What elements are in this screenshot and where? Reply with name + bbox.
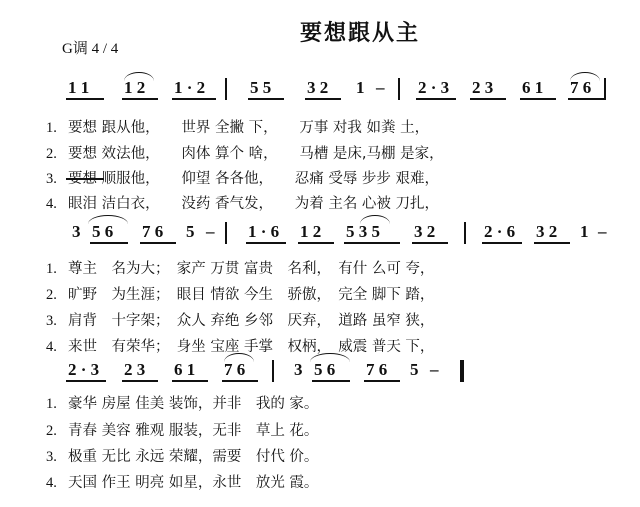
note-group: 3 xyxy=(294,360,303,379)
beam xyxy=(222,380,258,382)
beam xyxy=(305,98,341,100)
lyric-line: 1. 尊主 名为大； 家产 万贯 富贵 名利， 有什 么可 夸， xyxy=(46,261,435,277)
note-group: 3 xyxy=(72,222,81,241)
lyric-line: 3. 极重 无比 永远 荣耀，需要 付代 价。 xyxy=(46,449,319,465)
beam xyxy=(312,380,350,382)
note-group: 2 · 6 xyxy=(484,222,516,241)
lyric-line: 2. 要想 效法他， 肉体 算个 啥， 马槽 是床,马棚 是家， xyxy=(46,146,444,162)
slur xyxy=(88,215,128,224)
beam xyxy=(482,242,522,244)
lyric-line: 3. 肩背 十字架； 众人 弃绝 乡邻 厌弃， 道路 虽窄 狭， xyxy=(46,313,435,329)
beam xyxy=(122,380,158,382)
beam xyxy=(90,242,128,244)
note-group: – xyxy=(430,360,439,379)
note-group: 5 xyxy=(410,360,419,379)
note-group: 2 3 xyxy=(124,360,146,379)
note-group: 7 6 xyxy=(366,360,388,379)
note-group: 1 2 xyxy=(300,222,322,241)
beam xyxy=(66,380,106,382)
note-group: 1 1 xyxy=(68,78,90,97)
beam xyxy=(416,98,456,100)
beam xyxy=(568,98,604,100)
lyric-line: 4. 眼泪 洁白衣， 没药 香气发， 为着 主名 心被 刀扎， xyxy=(46,196,440,212)
note-group: – xyxy=(206,222,215,241)
lyric-line: 4. 天国 作王 明亮 如星，永世 放光 霞。 xyxy=(46,475,319,491)
slur xyxy=(360,215,390,224)
note-group: 1 2 xyxy=(124,78,146,97)
beam xyxy=(172,98,216,100)
note-group: 5 6 xyxy=(92,222,114,241)
barline xyxy=(225,78,227,100)
note-group: – xyxy=(376,78,385,97)
lyric-line: 1. 豪华 房屋 佳美 装饰，并非 我的 家。 xyxy=(46,396,319,412)
beam xyxy=(364,380,400,382)
slur xyxy=(124,72,154,81)
note-group: 1 xyxy=(580,222,589,241)
note-group: 7 6 xyxy=(224,360,246,379)
barline xyxy=(225,222,227,244)
note-group: 3 2 xyxy=(307,78,329,97)
note-group: 3 2 xyxy=(536,222,558,241)
lyric-line: 3. 要想 顺服他， 仰望 各各他， 忍痛 受辱 步步 艰难， xyxy=(46,171,440,187)
note-group: 5 xyxy=(186,222,195,241)
note-group: 5 6 xyxy=(314,360,336,379)
beam xyxy=(66,98,104,100)
barline xyxy=(604,78,606,100)
note-group: 2 · 3 xyxy=(418,78,450,97)
barline xyxy=(272,360,274,382)
beam xyxy=(344,242,400,244)
lyric-line: 2. 青春 美容 雅观 服装，无非 草上 花。 xyxy=(46,423,319,439)
beam xyxy=(520,98,556,100)
barline xyxy=(398,78,400,100)
lyric-line: 1. 要想 跟从他， 世界 全撇 下， 万事 对我 如粪 土， xyxy=(46,120,430,136)
beam xyxy=(246,242,286,244)
slur xyxy=(570,72,600,81)
note-group: 2 · 3 xyxy=(68,360,100,379)
lyric-line: 2. 旷野 为生涯； 眼目 情欲 今生 骄傲， 完全 脚下 踏， xyxy=(46,287,435,303)
beam xyxy=(470,98,506,100)
song-title: 要想跟从主 xyxy=(300,21,421,46)
beam xyxy=(412,242,448,244)
note-group: 1 xyxy=(356,78,365,97)
note-group: 1 · 2 xyxy=(174,78,206,97)
beam xyxy=(534,242,570,244)
note-group: 7 6 xyxy=(142,222,164,241)
beam xyxy=(248,98,284,100)
key-signature: G调 4 / 4 xyxy=(62,41,119,57)
lyric-line: 4. 来世 有荣华； 身坐 宝座 手掌 权柄， 威震 普天 下， xyxy=(46,339,435,355)
note-group: 1 · 6 xyxy=(248,222,280,241)
note-group: 6 1 xyxy=(522,78,544,97)
beam xyxy=(172,380,208,382)
note-group: 7 6 xyxy=(570,78,592,97)
note-group: 5 5 xyxy=(250,78,272,97)
final-barline xyxy=(460,360,464,382)
note-group: – xyxy=(598,222,607,241)
note-group: 2 3 xyxy=(472,78,494,97)
barline xyxy=(464,222,466,244)
note-group: 6 1 xyxy=(174,360,196,379)
note-group: 5 3 5 xyxy=(346,222,380,241)
beam xyxy=(298,242,334,244)
beam xyxy=(122,98,158,100)
note-group: 3 2 xyxy=(414,222,436,241)
beam xyxy=(140,242,176,244)
